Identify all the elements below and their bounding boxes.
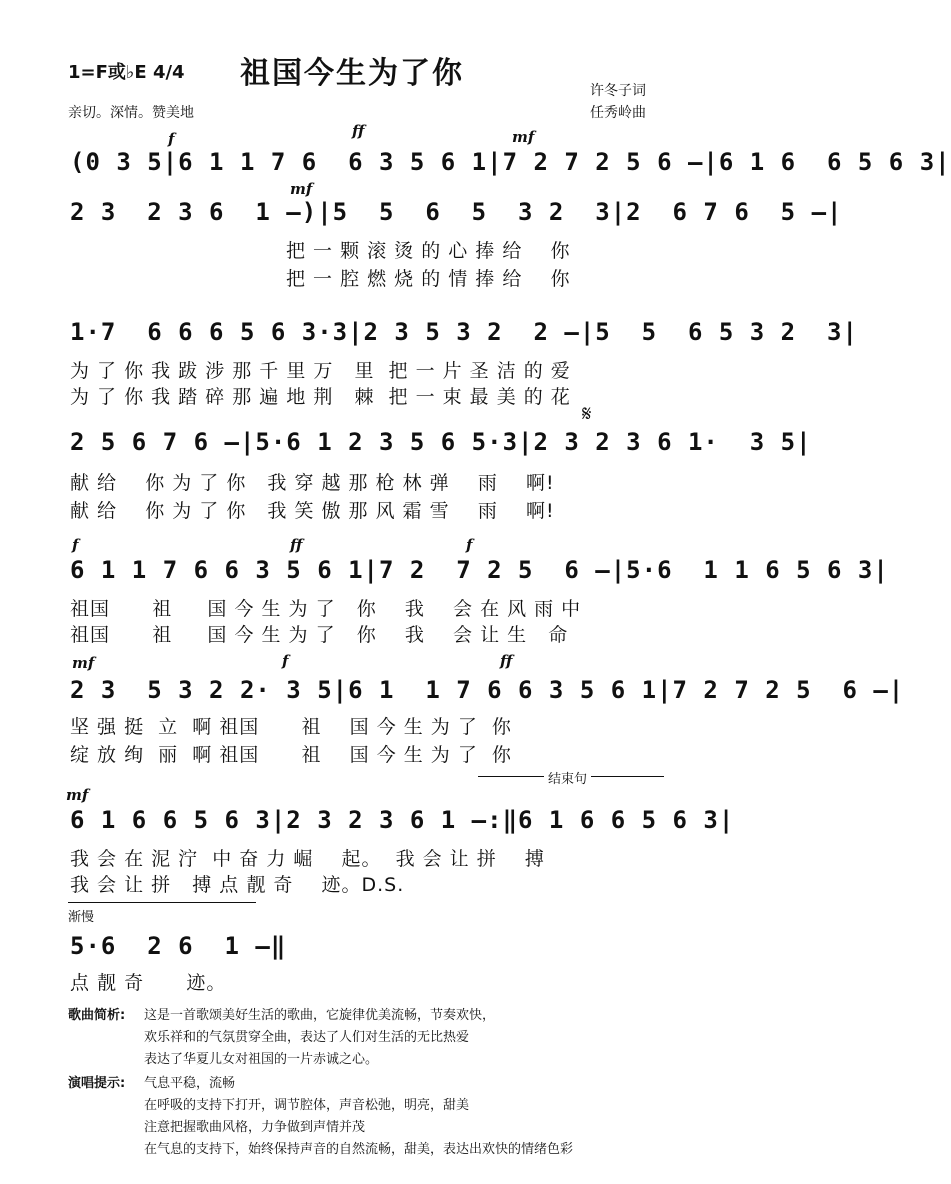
dynamic-mf: mf: [72, 654, 95, 672]
melody-line-5: 6 1 1 7 6 6 3 5 6 1|7 2 7 2 5 6 –|5·6 1 1 6 5 6 3|: [70, 556, 889, 584]
ending-bracket: [478, 770, 664, 787]
melody-line-7: 6 1 6 6 5 6 3|2 3 2 3 6 1 –:‖6 1 6 6 5 6 3|: [70, 806, 735, 834]
melody-line-6: 2 3 5 3 2 2· 3 5|6 1 1 7 6 6 3 5 6 1|7 2 7 2 5 6 –|: [70, 676, 905, 704]
dynamic-ff: ff: [500, 652, 513, 670]
dynamic-mf: mf: [290, 180, 313, 198]
tempo-marking: 亲切。深情。赞美地: [68, 105, 194, 121]
lyrics-line-4-v2: 献 给 你 为 了 你 我 笑 傲 那 风 霜 雪 雨 啊!: [70, 500, 555, 522]
lyrics-line-7-v2: 我 会 让 拼 搏 点 靓 奇 迹。D.S.: [70, 874, 405, 896]
lyrics-line-3-v2: 为 了 你 我 踏 碎 那 遍 地 荆 棘 把 一 束 最 美 的 花: [70, 386, 571, 408]
dynamic-f: f: [466, 536, 473, 554]
lyrics-line-5-v2: 祖国 祖 国 今 生 为 了 你 我 会 让 生 命: [70, 624, 569, 646]
analysis-line: 这是一首歌颂美好生活的歌曲，它旋律优美流畅，节奏欢快，: [144, 1008, 496, 1023]
slowing-marking: 渐慢: [68, 910, 95, 925]
lyricist: 许冬子词: [590, 83, 646, 99]
tips-line: 注意把握歌曲风格，力争做到声情并茂: [144, 1120, 366, 1135]
song-title: 祖国今生为了你: [240, 56, 464, 91]
analysis-line: 表达了华夏儿女对祖国的一片赤诚之心。: [144, 1052, 379, 1067]
tips-line: 在气息的支持下，始终保持声音的自然流畅，甜美，表达出欢快的情绪色彩: [144, 1142, 574, 1157]
dynamic-f: f: [168, 130, 175, 148]
tips-line: 气息平稳，流畅: [144, 1076, 236, 1091]
dynamic-mf: mf: [66, 786, 89, 804]
lyrics-line-4-v1: 献 给 你 为 了 你 我 穿 越 那 枪 林 弹 雨 啊!: [70, 472, 555, 494]
analysis-line: 欢乐祥和的气氛贯穿全曲，表达了人们对生活的无比热爱: [144, 1030, 470, 1045]
lyrics-line-2-v1: 把 一 颗 滚 烫 的 心 捧 给 你: [286, 240, 571, 262]
composer: 任秀岭曲: [590, 105, 646, 121]
lyrics-line-2-v2: 把 一 腔 燃 烧 的 情 捧 给 你: [286, 268, 571, 290]
dynamic-f: f: [282, 652, 289, 670]
melody-line-1: (0 3 5|6 1 1 7 6 6 3 5 6 1|7 2 7 2 5 6 –|6 1 6 6 5 6 3|: [70, 148, 951, 176]
ending-label: 结束句: [544, 768, 591, 787]
melody-line-3: 1·7 6 6 6 5 6 3·3|2 3 5 3 2 2 –|5 5 6 5 3 2 3|: [70, 318, 858, 346]
lyrics-line-3-v1: 为 了 你 我 跋 涉 那 千 里 万 里 把 一 片 圣 洁 的 爱: [70, 360, 571, 382]
key-signature: 1=F或♭E 4/4: [68, 62, 185, 83]
melody-line-2: 2 3 2 3 6 1 –)|5 5 6 5 3 2 3|2 6 7 6 5 –|: [70, 198, 843, 226]
melody-line-4: 2 5 6 7 6 –|5·6 1 2 3 5 6 5·3|2 3 2 3 6 1· 3 5|: [70, 428, 812, 456]
dynamic-mf: mf: [512, 128, 535, 146]
dynamic-ff: ff: [352, 122, 365, 140]
lyrics-line-5-v1: 祖国 祖 国 今 生 为 了 你 我 会 在 风 雨 中: [70, 598, 582, 620]
lyrics-line-8-v1: 点 靓 奇 迹。: [70, 972, 227, 994]
dynamic-f: f: [72, 536, 79, 554]
tips-heading: 演唱提示:: [68, 1076, 126, 1091]
lyrics-line-6-v2: 绽 放 绚 丽 啊 祖国 祖 国 今 生 为 了 你: [70, 744, 512, 766]
dynamic-ff: ff: [290, 536, 303, 554]
segno-sign: 𝄋: [582, 402, 592, 427]
tips-line: 在呼吸的支持下打开，调节腔体，声音松弛，明亮，甜美: [144, 1098, 470, 1113]
analysis-heading: 歌曲简析:: [68, 1008, 126, 1023]
lyrics-line-6-v1: 坚 强 挺 立 啊 祖国 祖 国 今 生 为 了 你: [70, 716, 512, 738]
lyrics-line-7-v1: 我 会 在 泥 泞 中 奋 力 崛 起。 我 会 让 拼 搏: [70, 848, 545, 870]
melody-line-8: 5·6 2 6 1 –‖: [70, 932, 287, 960]
slowing-line: [68, 902, 256, 903]
